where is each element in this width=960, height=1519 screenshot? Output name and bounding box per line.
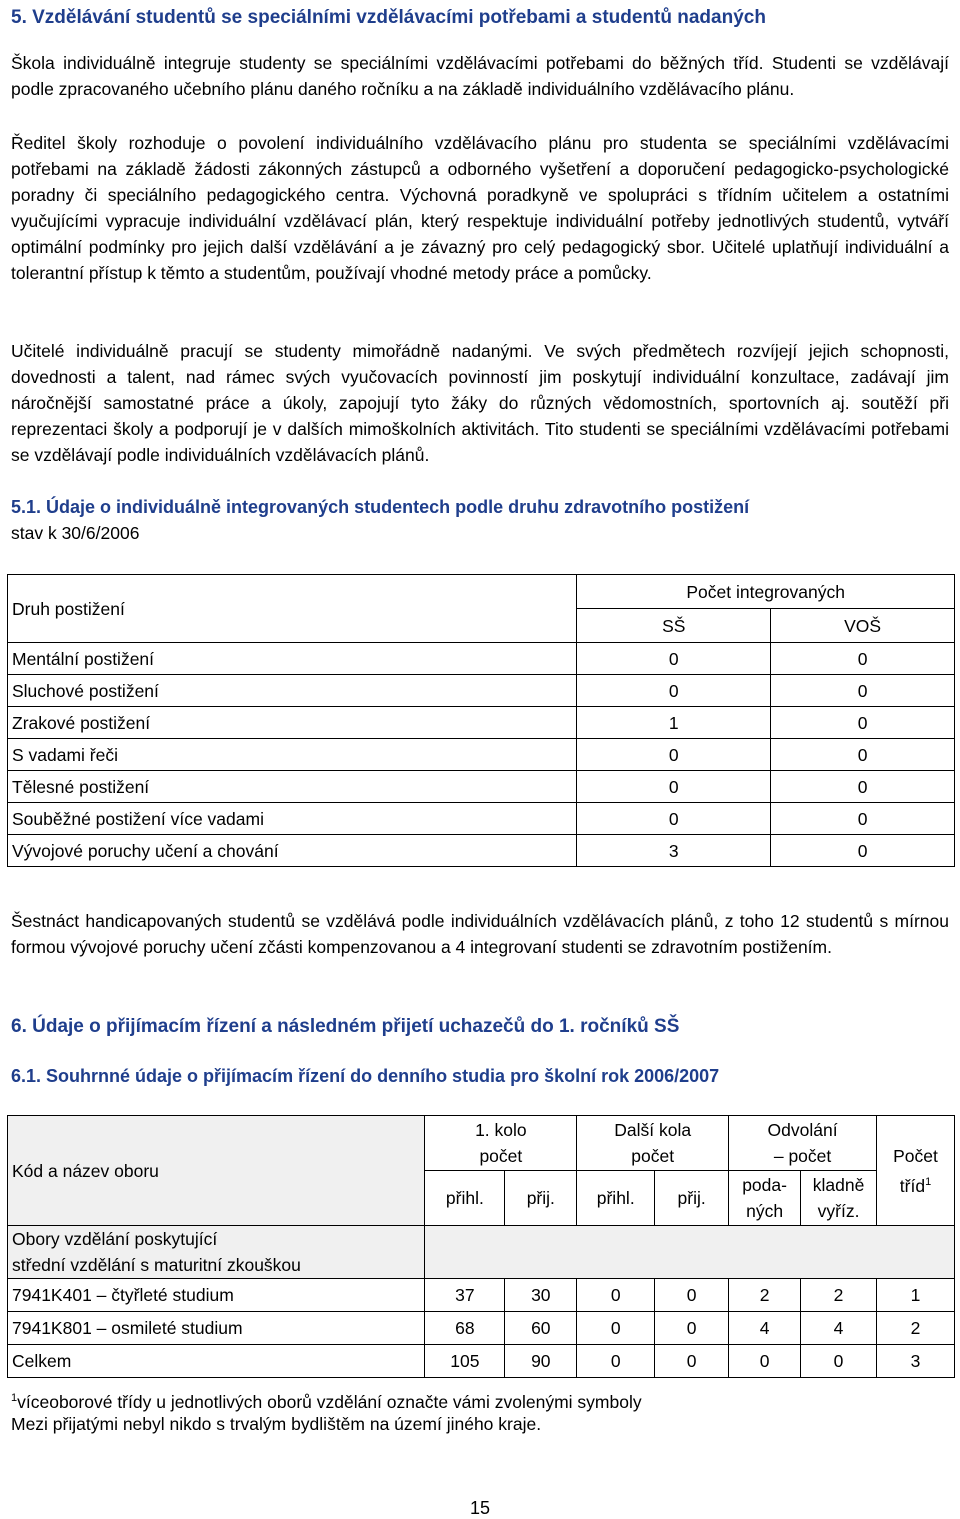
table-row <box>8 835 955 867</box>
table-row <box>8 1345 955 1378</box>
cell-1-kolo-prij: 60 <box>505 1312 577 1345</box>
section-5-heading: 5. Vzdělávání studentů se speciálními vzdělávacími potřebami a studentů nadaných <box>11 7 766 28</box>
row-label: Mentální postižení <box>8 643 577 675</box>
header-kladne-line2: vyříz. <box>817 1201 860 1221</box>
section-5-1-subheading: stav k 30/6/2006 <box>11 523 140 543</box>
header-vos: VOŠ <box>771 609 955 643</box>
group-empty-cell <box>425 1226 955 1279</box>
cell-odv-kladne: 0 <box>801 1345 877 1378</box>
cell-pocet-trid: 2 <box>877 1312 955 1345</box>
cell-dalsi-prij: 0 <box>655 1279 729 1312</box>
cell-1-kolo-prij: 90 <box>505 1345 577 1378</box>
row-vos-value: 0 <box>771 771 955 803</box>
footnote-text: víceoborové třídy u jednotlivých oborů vzdělání označte vámi zvolenými symboly <box>17 1391 642 1412</box>
header-prihl-2: přihl. <box>577 1171 655 1226</box>
header-1-kolo <box>425 1116 577 1171</box>
header-1-kolo-line2: počet <box>479 1146 523 1166</box>
cell-pocet-trid: 1 <box>877 1279 955 1312</box>
row-ss-value: 1 <box>577 707 771 739</box>
header-kod-nazev-oboru: Kód a název oboru <box>8 1116 425 1226</box>
row-vos-value: 0 <box>771 707 955 739</box>
table-row <box>8 771 955 803</box>
header-prij: přij. <box>505 1171 577 1226</box>
header-pocet-trid <box>877 1116 955 1226</box>
header-prij-2: přij. <box>655 1171 729 1226</box>
row-label: Celkem <box>8 1345 425 1378</box>
header-1-kolo-line1: 1. kolo <box>475 1120 527 1140</box>
table-row <box>8 675 955 707</box>
cell-1-kolo-prij: 30 <box>505 1279 577 1312</box>
header-pocet-integrovanych: Počet integrovaných <box>577 575 955 609</box>
cell-dalsi-prij: 0 <box>655 1312 729 1345</box>
header-kladne-vyriz <box>801 1171 877 1226</box>
row-vos-value: 0 <box>771 675 955 707</box>
group-label-line2: střední vzdělání s maturitní zkouškou <box>12 1255 301 1275</box>
section-5-paragraph-3: Učitelé individuálně pracují se studenty mimořádně nadanými. Ve svých předmětech rozvíjejí jejich schopnosti, dovednosti a talent, nad rámec svých vyučovacích povinností jim poskytují individuální konzultace, zadávají jim náročnější samostatné práce a úkoly, zapojují tyto žáky do různých vědomostních, sportovních aj. soutěží při reprezentaci školy a podporují je v dalších mimoškolních aktivitách. Tito studenti se speciálními vzdělávacími potřebami se vzdělávají podle individuálních vzdělávacích plánů. <box>11 341 949 465</box>
section-5-paragraph-2: Ředitel školy rozhoduje o povolení individuálního vzdělávacího plánu pro studenta se speciálními vzdělávacími potřebami na základě žádosti zákonných zástupců a odborného vyšetření a doporučení pedagogicko-psychologické poradny či speciálního pedagogického centra. Výchovná poradkyně ve spolupráci s třídním učitelem a ostatními vyučujícími vypracuje individuální vzdělávací plán, který respektuje individuální potřeby jednotlivých studentů, vytváří optimální podmínky pro jejich další vzdělávání a je závazný pro celý pedagogický sbor. Učitelé uplatňují individuální a tolerantní přístup k těmto a studentům, používají vhodné metody práce a pomůcky. <box>11 133 949 283</box>
note-trvale-bydliste: Mezi přijatými nebyl nikdo s trvalým bydlištěm na území jiného kraje. <box>11 1414 542 1434</box>
row-label: Zrakové postižení <box>8 707 577 739</box>
header-dalsi-kola <box>577 1116 729 1171</box>
header-kladne-line1: kladně <box>812 1175 865 1195</box>
cell-dalsi-prihl: 0 <box>577 1279 655 1312</box>
row-ss-value: 0 <box>577 643 771 675</box>
integrated-students-table <box>7 574 955 867</box>
row-label: 7941K401 – čtyřleté studium <box>8 1279 425 1312</box>
table-row <box>8 643 955 675</box>
header-podanych-line1: poda- <box>742 1175 787 1195</box>
row-label: Souběžné postižení více vadami <box>8 803 577 835</box>
section-6-1-heading: 6.1. Souhrnné údaje o přijímacím řízení do denního studia pro školní rok 2006/2007 <box>11 1066 720 1086</box>
group-label-line1: Obory vzdělání poskytující <box>12 1229 218 1249</box>
cell-pocet-trid: 3 <box>877 1345 955 1378</box>
section-6-heading: 6. Údaje o přijímacím řízení a následném přijetí uchazečů do 1. ročníků SŠ <box>11 1016 680 1037</box>
cell-odv-kladne: 2 <box>801 1279 877 1312</box>
header-pocet-trid-line1: Počet <box>893 1145 938 1166</box>
row-vos-value: 0 <box>771 739 955 771</box>
header-odvolani-line2: – počet <box>773 1146 832 1166</box>
row-label: 7941K801 – osmileté studium <box>8 1312 425 1345</box>
table-row <box>8 1279 955 1312</box>
header-odvolani-line1: Odvolání <box>767 1120 838 1140</box>
cell-odv-podanych: 4 <box>729 1312 801 1345</box>
header-pocet-trid-line2 <box>877 1169 954 1199</box>
header-podanych <box>729 1171 801 1226</box>
section-5-1-summary: Šestnáct handicapovaných studentů se vzdělává podle individuálních vzdělávacích plánů, z toho 12 studentů s mírnou formou vývojové poruchy učení zčásti kompenzovanou a 4 integrovaní studenti se zdravotním postižením. <box>11 911 949 957</box>
header-podanych-line2: ných <box>746 1201 784 1221</box>
row-ss-value: 0 <box>577 803 771 835</box>
page-number: 15 <box>469 1498 491 1518</box>
row-ss-value: 0 <box>577 739 771 771</box>
row-ss-value: 3 <box>577 835 771 867</box>
cell-odv-podanych: 0 <box>729 1345 801 1378</box>
cell-odv-kladne: 4 <box>801 1312 877 1345</box>
row-label: Tělesné postižení <box>8 771 577 803</box>
cell-1-kolo-prihl: 37 <box>425 1279 505 1312</box>
row-label: Vývojové poruchy učení a chování <box>8 835 577 867</box>
footnote-number: 1 <box>11 1392 18 1404</box>
table-row <box>8 707 955 739</box>
table-row <box>8 739 955 771</box>
row-label: S vadami řeči <box>8 739 577 771</box>
header-druh-postizeni: Druh postižení <box>8 575 577 643</box>
group-label <box>8 1226 425 1279</box>
row-label: Sluchové postižení <box>8 675 577 707</box>
header-dalsi-kola-line2: počet <box>631 1146 675 1166</box>
footnote-marker: 1 <box>925 1175 932 1188</box>
cell-odv-podanych: 2 <box>729 1279 801 1312</box>
row-ss-value: 0 <box>577 675 771 707</box>
table-row <box>8 1312 955 1345</box>
admission-table <box>7 1115 955 1378</box>
row-ss-value: 0 <box>577 771 771 803</box>
table-row <box>8 803 955 835</box>
cell-1-kolo-prihl: 105 <box>425 1345 505 1378</box>
section-5-paragraph-1: Škola individuálně integruje studenty se speciálními vzdělávacími potřebami do běžných tříd. Studenti se vzdělávají podle zpracovaného učebního plánu daného ročníku a na základě individuálního vzdělávacího plánu. <box>11 53 949 99</box>
header-dalsi-kola-line1: Další kola <box>614 1120 692 1140</box>
row-vos-value: 0 <box>771 803 955 835</box>
cell-dalsi-prihl: 0 <box>577 1312 655 1345</box>
cell-dalsi-prij: 0 <box>655 1345 729 1378</box>
section-5-1-heading: 5.1. Údaje o individuálně integrovaných studentech podle druhu zdravotního postižení <box>11 497 750 517</box>
header-pocet-trid-text: tříd <box>899 1175 926 1196</box>
header-ss: SŠ <box>577 609 771 643</box>
header-odvolani <box>729 1116 877 1171</box>
header-prihl: přihl. <box>425 1171 505 1226</box>
row-vos-value: 0 <box>771 643 955 675</box>
row-vos-value: 0 <box>771 835 955 867</box>
cell-dalsi-prihl: 0 <box>577 1345 655 1378</box>
cell-1-kolo-prihl: 68 <box>425 1312 505 1345</box>
